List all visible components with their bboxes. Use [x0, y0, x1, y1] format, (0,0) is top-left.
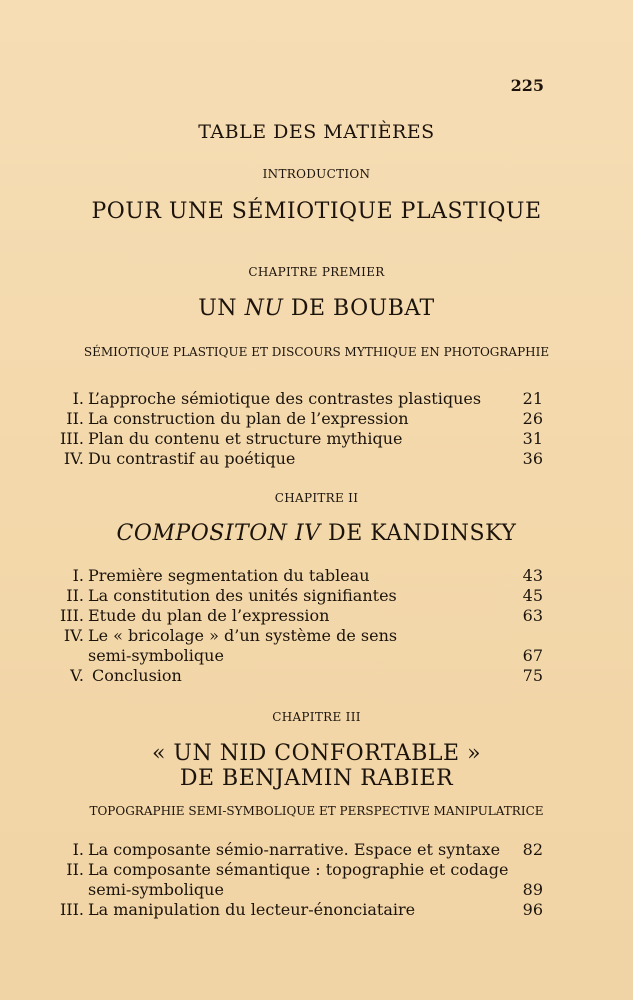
toc-entry-number: III. — [59, 900, 84, 919]
toc-entry-page: 67 — [522, 646, 543, 665]
toc-entry-number: IV. — [63, 626, 84, 645]
toc-entry-page: 82 — [522, 840, 543, 859]
chapter2-heading-suffix: DE KANDINSKY — [320, 521, 517, 546]
toc-entry-text: Plan du contenu et structure mythique — [88, 429, 403, 448]
toc-entry — [50, 900, 543, 920]
toc-entry-text: La constitution des unités signifiantes — [88, 586, 397, 605]
toc-entry-number: V. — [70, 666, 84, 685]
toc-entry — [50, 409, 543, 429]
toc-entry-text: Conclusion — [92, 666, 182, 685]
toc-entry-number: II. — [66, 409, 84, 428]
toc-entry — [50, 626, 543, 646]
chapter3-label: CHAPITRE III — [272, 710, 361, 724]
chapter1-heading-prefix: UN — [198, 296, 245, 321]
toc-entry-page: 89 — [522, 880, 543, 899]
toc-entry-number: IV. — [63, 449, 84, 468]
toc-entry — [50, 860, 543, 880]
toc-entry-text: La composante sémio-narrative. Espace et syntaxe — [88, 840, 501, 859]
toc-entry — [50, 586, 543, 606]
toc-entry-page: 63 — [522, 606, 543, 625]
page-title: TABLE DES MATIÈRES — [198, 121, 435, 143]
toc-entry-text: La manipulation du lecteur-énonciataire — [88, 900, 416, 919]
toc-entry-number: I. — [72, 566, 84, 585]
toc-entry-number: I. — [72, 840, 84, 859]
chapter1-label: CHAPITRE PREMIER — [248, 265, 385, 279]
toc-entry — [50, 429, 543, 449]
toc-entry-page: 45 — [522, 586, 543, 605]
toc-entry — [50, 666, 543, 686]
chapter2-toc — [50, 566, 543, 686]
page-number: 225 — [510, 76, 544, 95]
chapter1-subtitle: SÉMIOTIQUE PLASTIQUE ET DISCOURS MYTHIQUE EN PHOTOGRAPHIE — [83, 345, 550, 359]
toc-entry-text: semi-symbolique — [88, 646, 224, 665]
chapter1-heading — [0, 296, 633, 321]
chapter3-toc — [50, 840, 543, 920]
toc-entry-text: L’approche sémiotique des contrastes plastiques — [88, 389, 482, 408]
toc-entry-page: 31 — [522, 429, 543, 448]
introduction-heading: POUR UNE SÉMIOTIQUE PLASTIQUE — [91, 199, 542, 224]
chapter3-heading-line2: DE BENJAMIN RABIER — [179, 766, 454, 791]
toc-entry-number: III. — [59, 429, 84, 448]
toc-entry — [50, 389, 543, 409]
chapter2-heading-italic: COMPOSITON IV — [116, 521, 321, 546]
chapter2-heading — [0, 521, 633, 546]
toc-entry-number: III. — [59, 606, 84, 625]
toc-entry — [50, 566, 543, 586]
chapter1-toc — [50, 389, 543, 469]
chapter3-heading-line1: « UN NID CONFORTABLE » — [151, 741, 482, 766]
toc-entry — [50, 449, 543, 469]
toc-entry-text: La construction du plan de l’expression — [88, 409, 409, 428]
toc-entry-page: 21 — [522, 389, 543, 408]
toc-entry-continuation — [50, 880, 543, 900]
toc-entry-number: II. — [66, 586, 84, 605]
toc-entry — [50, 840, 543, 860]
toc-entry-page: 96 — [522, 900, 543, 919]
toc-entry-page: 36 — [522, 449, 543, 468]
toc-entry-number: II. — [66, 860, 84, 879]
toc-entry-page: 43 — [522, 566, 543, 585]
toc-entry — [50, 606, 543, 626]
toc-entry-page: 75 — [522, 666, 543, 685]
chapter2-label: CHAPITRE II — [274, 491, 359, 505]
toc-entry-text: Etude du plan de l’expression — [88, 606, 330, 625]
chapter1-heading-italic: NU — [244, 296, 284, 321]
toc-entry-text: semi-symbolique — [88, 880, 224, 899]
toc-entry-text: Du contrastif au poétique — [88, 449, 296, 468]
chapter1-heading-suffix: DE BOUBAT — [283, 296, 435, 321]
toc-entry-page: 26 — [522, 409, 543, 428]
toc-entry-number: I. — [72, 389, 84, 408]
introduction-label: INTRODUCTION — [262, 167, 371, 181]
chapter3-subtitle: TOPOGRAPHIE SEMI-SYMBOLIQUE ET PERSPECTIVE MANIPULATRICE — [89, 804, 544, 818]
toc-entry-continuation — [50, 646, 543, 666]
toc-entry-text: Première segmentation du tableau — [88, 566, 370, 585]
toc-entry-text: La composante sémantique : topographie et codage — [88, 860, 509, 879]
toc-entry-text: Le « bricolage » d’un système de sens — [88, 626, 398, 645]
